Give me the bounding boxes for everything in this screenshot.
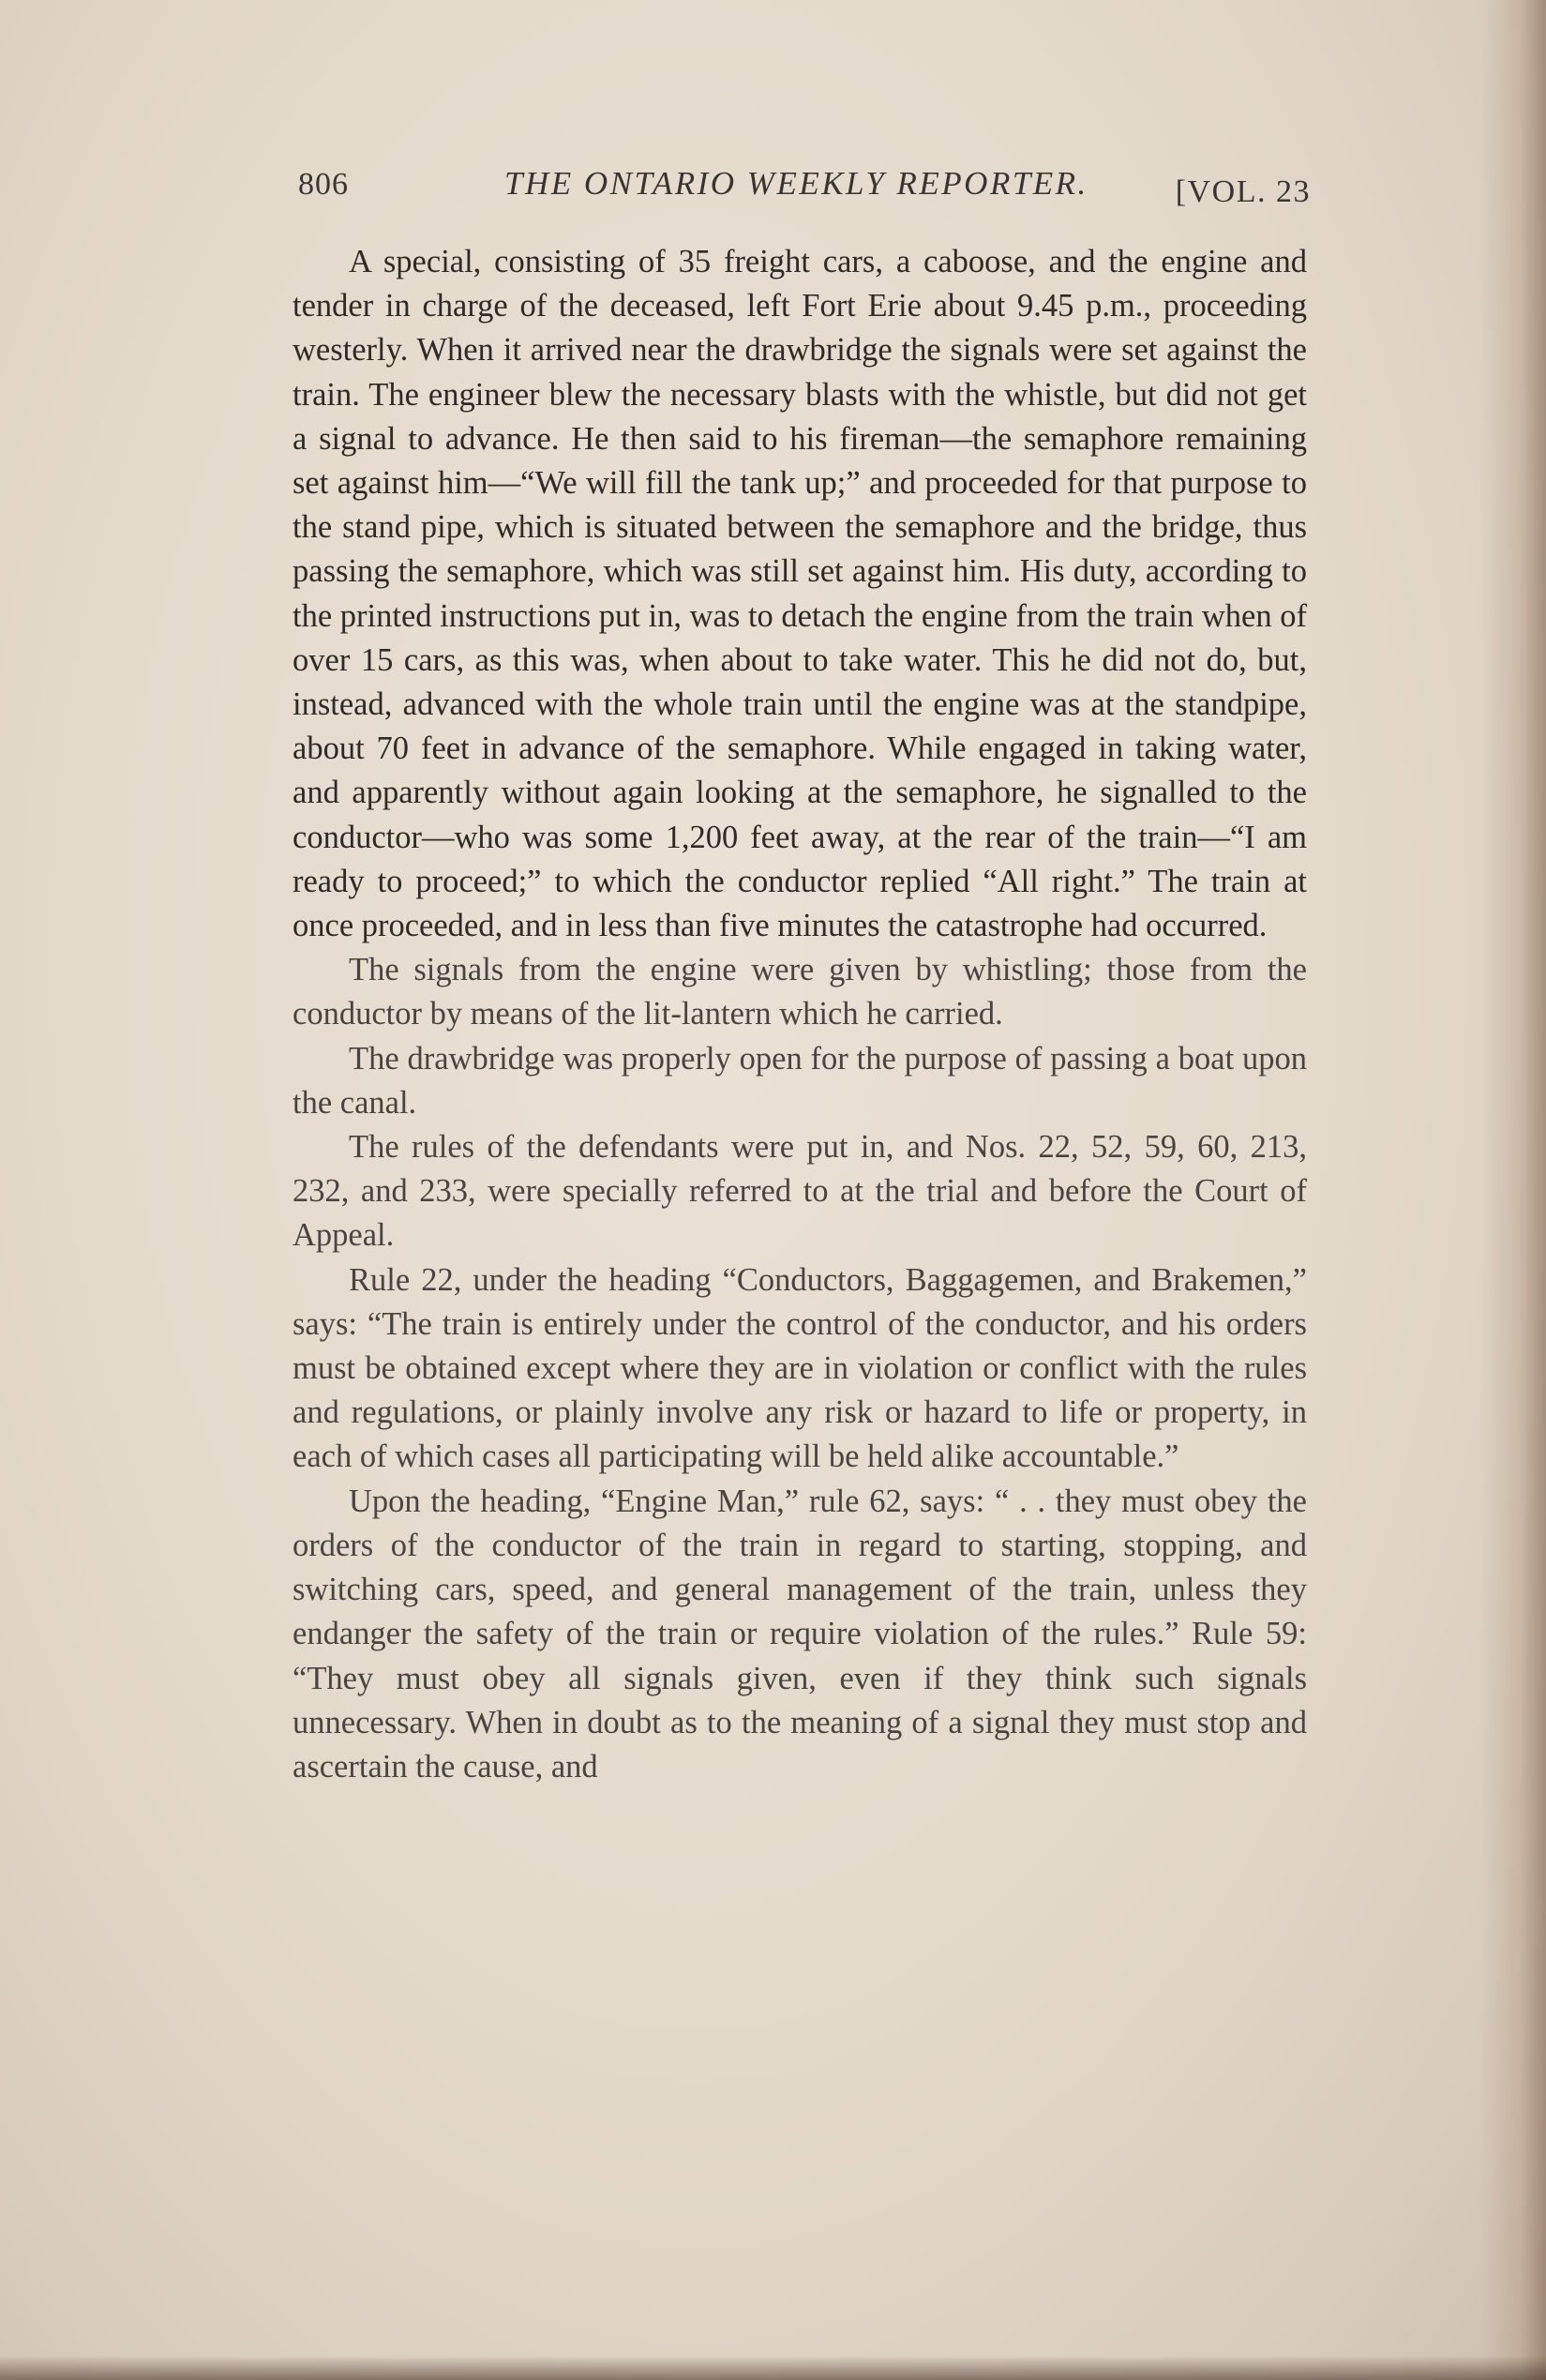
body-text <box>293 240 1307 1789</box>
page-edge-shadow <box>1480 0 1546 2380</box>
page-number: 806 <box>298 167 349 202</box>
paragraph: The drawbridge was properly open for the purpose of passing a boat upon the canal. <box>293 1040 1307 1121</box>
paragraph: The signals from the engine were given by whistling; those from the conductor by means of the lit-lantern which he carried. <box>293 952 1307 1032</box>
page-bottom-shadow <box>0 2356 1546 2380</box>
journal-title: THE ONTARIO WEEKLY REPORTER. <box>504 165 1088 202</box>
paragraph: Upon the heading, “Engine Man,” rule 62, says: “ . . they must obey the orders of the conductor of the train in regard to starting, stopping, and switching cars, speed, and general management of the train, unless they endanger the safety of the train or require violation of the rules.” Rule 59: “They must obey all signals given, even if they think such signals unnecessary. When in doubt as to the meaning of a signal they must stop and ascertain the cause, and <box>293 1483 1307 1785</box>
paragraph: A special, consisting of 35 freight cars, a caboose, and the engine and tender in charge of the deceased, left Fort Erie about 9.45 p.m., proceeding westerly. When it arrived near the drawbridge the signals were set against the train. The engineer blew the necessary blasts with the whistle, but did not get a signal to advance. He then said to his fireman—the semaphore remaining set against him—“We will fill the tank up;” and proceeded for that purpose to the stand pipe, which is situated between the semaphore and the bridge, thus passing the semaphore, which was still set against him. His duty, according to the printed instructions put in, was to detach the engine from the train when of over 15 cars, as this was, when about to take water. This he did not do, but, instead, advanced with the whole train until the engine was at the standpipe, about 70 feet in advance of the semaphore. While engaged in taking water, and apparently without again looking at the semaphore, he signalled to the conductor—who was some 1,200 feet away, at the rear of the train—“I am ready to proceed;” to which the conductor replied “All right.” The train at once proceeded, and in less than five minutes the catastrophe had occurred. <box>293 244 1307 944</box>
running-head <box>298 161 1311 214</box>
volume-label: [VOL. 23 <box>1175 174 1311 209</box>
paragraph: Rule 22, under the heading “Conductors, Baggagemen, and Brakemen,” says: “The train is entirely under the control of the conductor, and his orders must be obtained except where they are in violation or conflict with the rules and regulations, or plainly involve any risk or hazard to life or property, in each of which cases all participating will be held alike accountable.” <box>293 1261 1307 1475</box>
paragraph: The rules of the defendants were put in, and Nos. 22, 52, 59, 60, 213, 232, and 233, were specially referred to at the trial and before the Court of Appeal. <box>293 1129 1307 1254</box>
